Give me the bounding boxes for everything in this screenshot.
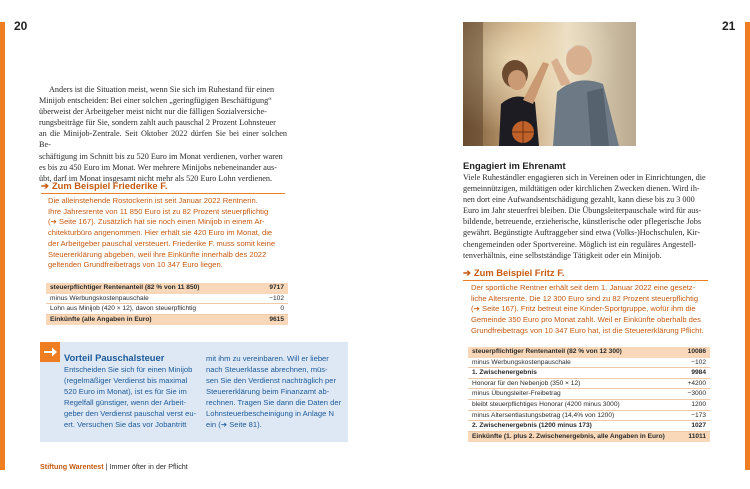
text-line: schäftigung im Schnitt bis zu 520 Euro im Monat verdienen, vorher waren: [39, 151, 283, 161]
right-page-edge-bar: [745, 22, 750, 470]
text-line: ert. Versuchen Sie das vor Jobantritt: [64, 420, 187, 429]
text-line: (regelmäßiger Verdienst bis maximal: [64, 376, 188, 385]
table-row: steuerpflichtiger Rentenanteil (82 % von 11 850) 9717: [46, 283, 288, 294]
intro-paragraph: [39, 84, 287, 184]
table-row: minus Altersentlastungsbetrag (14,4% von 1200) −173: [468, 411, 710, 422]
table-row: minus Werbungskostenpauschale −102: [468, 358, 710, 369]
text-line: (➔ Seite 167). Zusätzlich hat sie noch einen Minijob in einem Ar-: [48, 217, 265, 227]
text-line: Ihre Jahresrente von 11 850 Euro ist zu 82 Prozent steuerpflichtig: [48, 206, 269, 216]
heading-rule: [41, 193, 285, 194]
text-line: rechnen. Tragen Sie dann die Daten der: [206, 398, 342, 407]
table-row: Einkünfte (1. plus 2. Zwischenergebnis, alle Angaben in Euro) 11011: [468, 432, 710, 443]
table-row: 2. Zwischenergebnis (1200 minus 173) 1027: [468, 421, 710, 432]
income-table-fritz: [468, 347, 710, 442]
text-line: Regelfall günstiger, wenn der Arbeit-: [64, 398, 186, 407]
text-line: Euro im Jahr steuerfrei bleiben. Die Übungsleiterpauschale wird für aus-: [463, 206, 702, 216]
section-heading-ehrenamt: Engagiert im Ehrenamt: [463, 160, 566, 171]
text-line: Lohnsteuerbescheinigung in Anlage N: [206, 409, 334, 418]
table-row: Einkünfte (alle Angaben in Euro) 9615: [46, 315, 288, 326]
text-line: an die Minijob-Zentrale. Seit Oktober 2022 dürfen Sie bei einer solchen Be-: [39, 129, 287, 150]
text-line: Entscheiden Sie sich für einen Minijob: [64, 365, 193, 374]
text-line: chitekturbüro angenommen. Hier erhält sie 420 Euro im Monat, die: [48, 228, 273, 238]
text-line: gewährt. Begünstigte Auftraggeber sind etwa (Volks-)Hochschulen, Kir-: [463, 228, 701, 238]
page-number-left: 20: [14, 19, 28, 33]
table-row: bleibt steuerpflichtiges Honorar (4200 minus 3000) 1200: [468, 400, 710, 411]
example-text-fritz: [471, 283, 711, 337]
text-line: geltenden Grundfreibetrags von 10 347 Euro liegen.: [48, 260, 223, 270]
text-line: chengemeinden oder Sportvereine. Möglich ist ein reguläres Angestell-: [463, 239, 697, 249]
table-row: Honorar für den Nebenjob (350 × 12) +4200: [468, 379, 710, 390]
example-heading-fritz: ➔ Zum Beispiel Fritz F.: [463, 267, 565, 278]
arrow-right-icon: ➔: [463, 267, 471, 278]
text-line: Minijob entscheiden: Bei einer solchen „geringfügigen Beschäftigung“: [39, 96, 272, 106]
table-row: steuerpflichtiger Rentenanteil (82 % von 12 300) 10086: [468, 347, 710, 358]
table-row: minus Werbungskostenpauschale −102: [46, 294, 288, 305]
income-table-friederike: [46, 283, 288, 325]
photo-grandfather-child-high-five: [463, 22, 636, 146]
text-line: 520 Euro im Monat), ist es für Sie im: [64, 387, 187, 396]
text-line: tenverhältnis, eine selbstständige Tätigkeit oder ein Minijob.: [463, 250, 662, 260]
tip-column-1: [64, 364, 200, 430]
example-text-friederike: [48, 196, 288, 271]
arrow-tip-icon: [40, 342, 60, 362]
text-line: bildende, betreuende, erzieherische, künstlerische oder pflegerische Jobs: [463, 217, 702, 227]
example-heading-friederike: ➔ Zum Beispiel Friederike F.: [41, 180, 168, 191]
footer-brand: Stiftung Warentest: [40, 462, 104, 471]
table-row: Lohn aus Minijob (420 × 12), davon steuerpflichtig 0: [46, 304, 288, 315]
text-line: übt, darf im Monat insgesamt nicht mehr als 520 Euro Lohn verdienen.: [39, 173, 273, 183]
text-line: Gemeinde 350 Euro pro Monat zahlt. Weil er Einkünfte oberhalb des: [471, 315, 701, 325]
text-line: gemeinnützigen, mildtätigen oder kirchlichen Zwecken dienen. Wird ih-: [463, 184, 700, 194]
text-line: geber den Verdienst pauschal verst eu-: [64, 409, 197, 418]
text-line: liche Altersrente. Die 12 300 Euro sind zu 82 Prozent steuerpflichtig: [471, 293, 699, 303]
heading-rule: [463, 280, 708, 281]
left-page-edge-bar: [0, 22, 5, 470]
text-line: nach Steuerklasse abrechnen, müs-: [206, 365, 328, 374]
table-row: 1. Zwischenergebnis 9984: [468, 368, 710, 379]
text-line: der Arbeitgeber pauschal versteuert. Friederike F. muss somit keine: [48, 238, 276, 248]
text-line: mit ihm zu vereinbaren. Will er lieber: [206, 354, 329, 363]
text-line: Die alleinstehende Rostockerin ist seit Januar 2022 Rentnerin.: [48, 196, 258, 205]
page-footer: [40, 462, 188, 471]
text-line: Steuererklärung abgeben, weil ihre Einkünfte innerhalb des 2022: [48, 249, 267, 259]
text-line: überweist der Arbeitgeber meist nicht nur die fälligen Sozialversiche-: [39, 107, 267, 117]
table-row: minus Übungsleiter-Freibetrag −3000: [468, 389, 710, 400]
text-line: (➔ Seite 167). Fritz betreut eine Kinder-Sportgruppe, wofür ihm die: [471, 304, 696, 314]
tip-column-2: [206, 353, 344, 430]
text-line: Steuererklärung beim Finanzamt ab-: [206, 387, 330, 396]
text-line: Anders ist die Situation meist, wenn Sie sich im Ruhestand für einen: [49, 85, 275, 94]
tip-title: Vorteil Pauschalsteuer: [64, 352, 165, 363]
text-line: nen dort eine Aufwandsentschädigung gezahlt, kann diese bis zu 3 000: [463, 195, 695, 205]
text-line: Der sportliche Rentner erhält seit dem 1. Januar 2022 eine gesetz-: [471, 283, 696, 292]
text-line: sen Sie den Verdienst nachträglich per: [206, 376, 337, 385]
text-line: Grundfreibetrags von 10 347 Euro hat, ist die Steuererklärung Pflicht.: [471, 325, 704, 335]
text-line: es bis zu 450 Euro im Monat. Wer mehrere Minijobs nebeneinander aus-: [39, 162, 277, 172]
ehrenamt-paragraph: [463, 172, 710, 261]
arrow-right-icon: ➔: [41, 180, 49, 191]
text-line: ein (➔ Seite 81).: [206, 420, 262, 429]
page-number-right: 21: [722, 19, 736, 33]
text-line: Viele Ruheständler engagieren sich in Vereinen oder in Einrichtungen, die: [463, 173, 706, 182]
text-line: rungsbeiträge für Sie, sondern zahlt auch pauschal 2 Prozent Lohnsteuer: [39, 118, 276, 128]
footer-chapter: | Immer öfter in der Pflicht: [105, 462, 188, 471]
